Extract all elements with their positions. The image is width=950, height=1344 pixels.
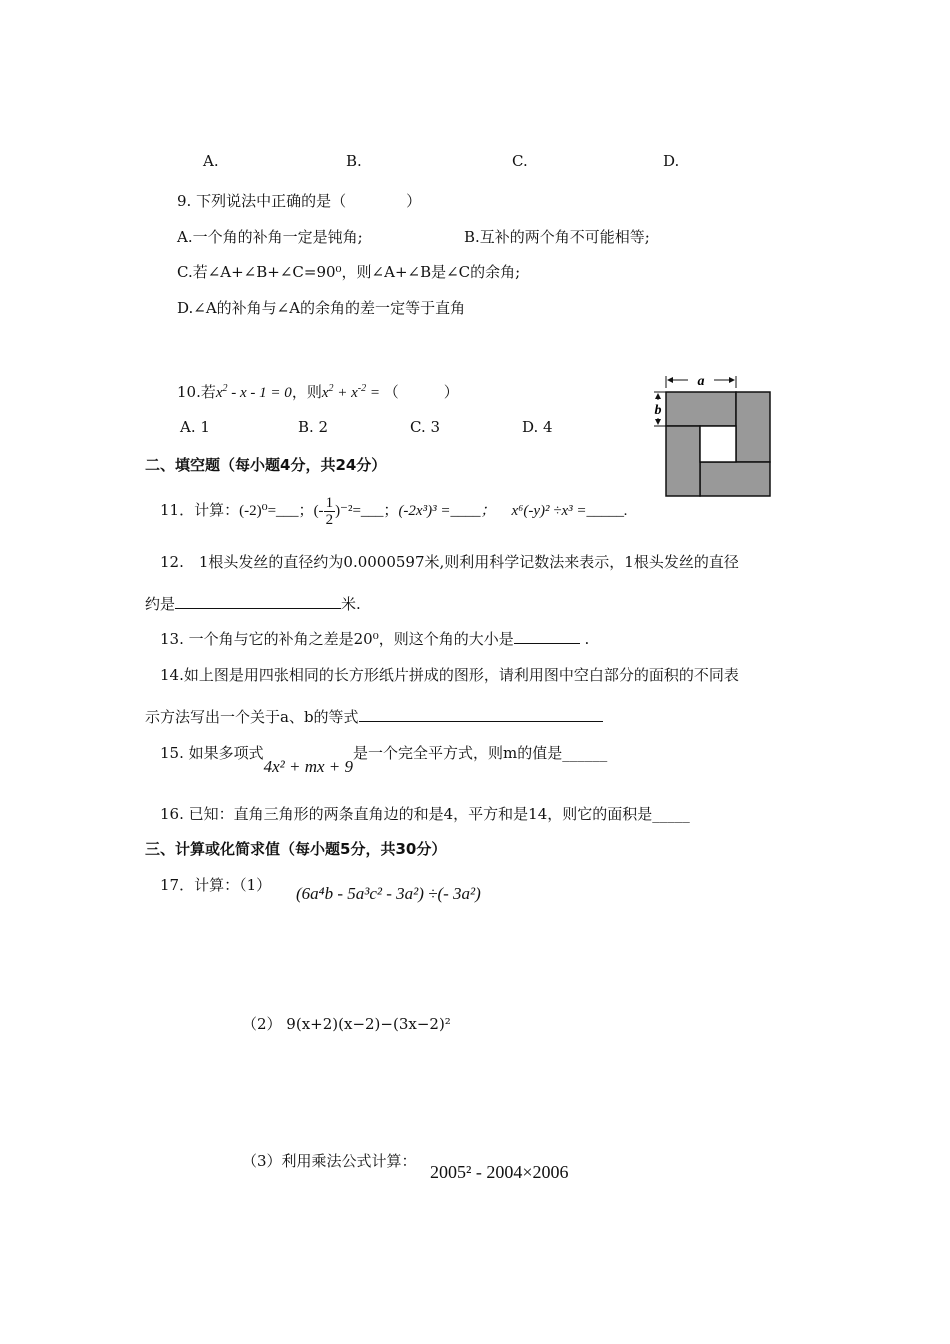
q9-option-b: B.互补的两个角不可能相等; xyxy=(464,228,650,246)
q13-answer-blank[interactable] xyxy=(514,629,580,644)
q14-answer-blank[interactable] xyxy=(359,707,603,722)
rect-bottom xyxy=(700,462,770,496)
q10-prefix: 10.若 xyxy=(177,383,216,401)
rect-left xyxy=(666,426,700,496)
q17-part-3-label: （3）利用乘法公式计算： xyxy=(242,1152,417,1170)
q10-expression: $x^2 + x^{-2}$ = xyxy=(321,383,384,401)
q10-stem xyxy=(177,381,459,402)
q13-suffix: . xyxy=(579,630,590,648)
q17-expression-1: (6a⁴b - 5a³c² - 3a²) ÷(- 3a²) xyxy=(296,884,481,903)
q17-label: 17．计算：（1） xyxy=(160,876,272,894)
q14-line2 xyxy=(145,706,603,727)
q11-label: 11．计算： xyxy=(160,501,240,519)
q10-option-b: B. 2 xyxy=(298,418,329,436)
q15-expression: 4x² + mx + 9 xyxy=(263,757,354,776)
hollow-center xyxy=(700,426,736,462)
q15-suffix: 是一个完全平方式，则m的值是______ xyxy=(353,744,608,762)
q8-option-d: D. xyxy=(663,152,680,170)
q11 xyxy=(160,492,628,529)
q10-option-a: A. 1 xyxy=(180,418,210,436)
section-3-heading: 三、计算或化简求值（每小题5分，共30分） xyxy=(145,840,447,858)
q12-line2 xyxy=(145,593,361,614)
q10-paren: （ ） xyxy=(383,383,459,401)
q14-text: 示方法写出一个关于a、b的等式 xyxy=(145,708,359,726)
q11-part1: (-2)⁰=___； xyxy=(239,503,314,519)
q13-text: 13. 一个角与它的补角之差是20⁰，则这个角的大小是 xyxy=(160,630,514,648)
q15 xyxy=(160,742,608,776)
q12-prefix: 约是 xyxy=(145,595,176,613)
q8-option-a: A. xyxy=(203,152,219,170)
q12-suffix: 米. xyxy=(341,595,361,613)
q10-option-c: C. 3 xyxy=(410,418,441,436)
q11-fraction-num: 1 xyxy=(325,494,334,511)
q11-part2-close: )⁻²=___； xyxy=(335,503,399,519)
q9-stem: 9. 下列说法中正确的是（ ） xyxy=(177,192,422,210)
section-2-heading: 二、填空题（每小题4分，共24分） xyxy=(145,456,387,474)
q9-option-c: C.若∠A+∠B+∠C=90⁰，则∠A+∠B是∠C的余角; xyxy=(177,263,521,281)
q10-mid: ，则 xyxy=(291,383,322,401)
rect-right xyxy=(736,392,770,462)
q17-part-2: （2） 9(x+2)(x−2)−(3x−2)² xyxy=(242,1015,451,1033)
q17-part-3-expression: 2005² - 2004×2006 xyxy=(430,1162,569,1182)
q10-equation: $x^2 - x - 1 = 0$ xyxy=(215,383,292,401)
q12-line1: 12. 1根头发丝的直径约为0.0000597米,则利用科学记数法来表示，1根头发丝的直径 xyxy=(160,553,739,571)
q11-fraction-den: 2 xyxy=(325,511,334,528)
q8-option-b: B. xyxy=(346,152,362,170)
q11-part4: x⁶(-y)² ÷x³ =_____. xyxy=(511,503,628,519)
q14-line1: 14.如上图是用四张相同的长方形纸片拼成的图形，请利用图中空白部分的面积的不同表 xyxy=(160,666,739,684)
label-a: a xyxy=(697,374,705,389)
q11-part2-open: (- xyxy=(313,503,324,519)
q9-option-a: A.一个角的补角一定是钝角; xyxy=(177,228,363,246)
label-b: b xyxy=(654,403,662,418)
q8-option-c: C. xyxy=(512,152,528,170)
q11-part3: (-2x³)³ =____； xyxy=(398,503,496,519)
rect-top xyxy=(666,392,736,426)
q12-answer-blank[interactable] xyxy=(175,594,341,609)
q10-option-d: D. 4 xyxy=(522,418,553,436)
rectangles-figure xyxy=(648,370,778,502)
q15-prefix: 15. 如果多项式 xyxy=(160,744,264,762)
q16: 16. 已知：直角三角形的两条直角边的和是4，平方和是14，则它的面积是_____ xyxy=(160,805,690,823)
q11-fraction xyxy=(324,495,336,528)
q9-option-d: D.∠A的补角与∠A的余角的差一定等于直角 xyxy=(177,299,466,317)
q13 xyxy=(160,628,589,649)
